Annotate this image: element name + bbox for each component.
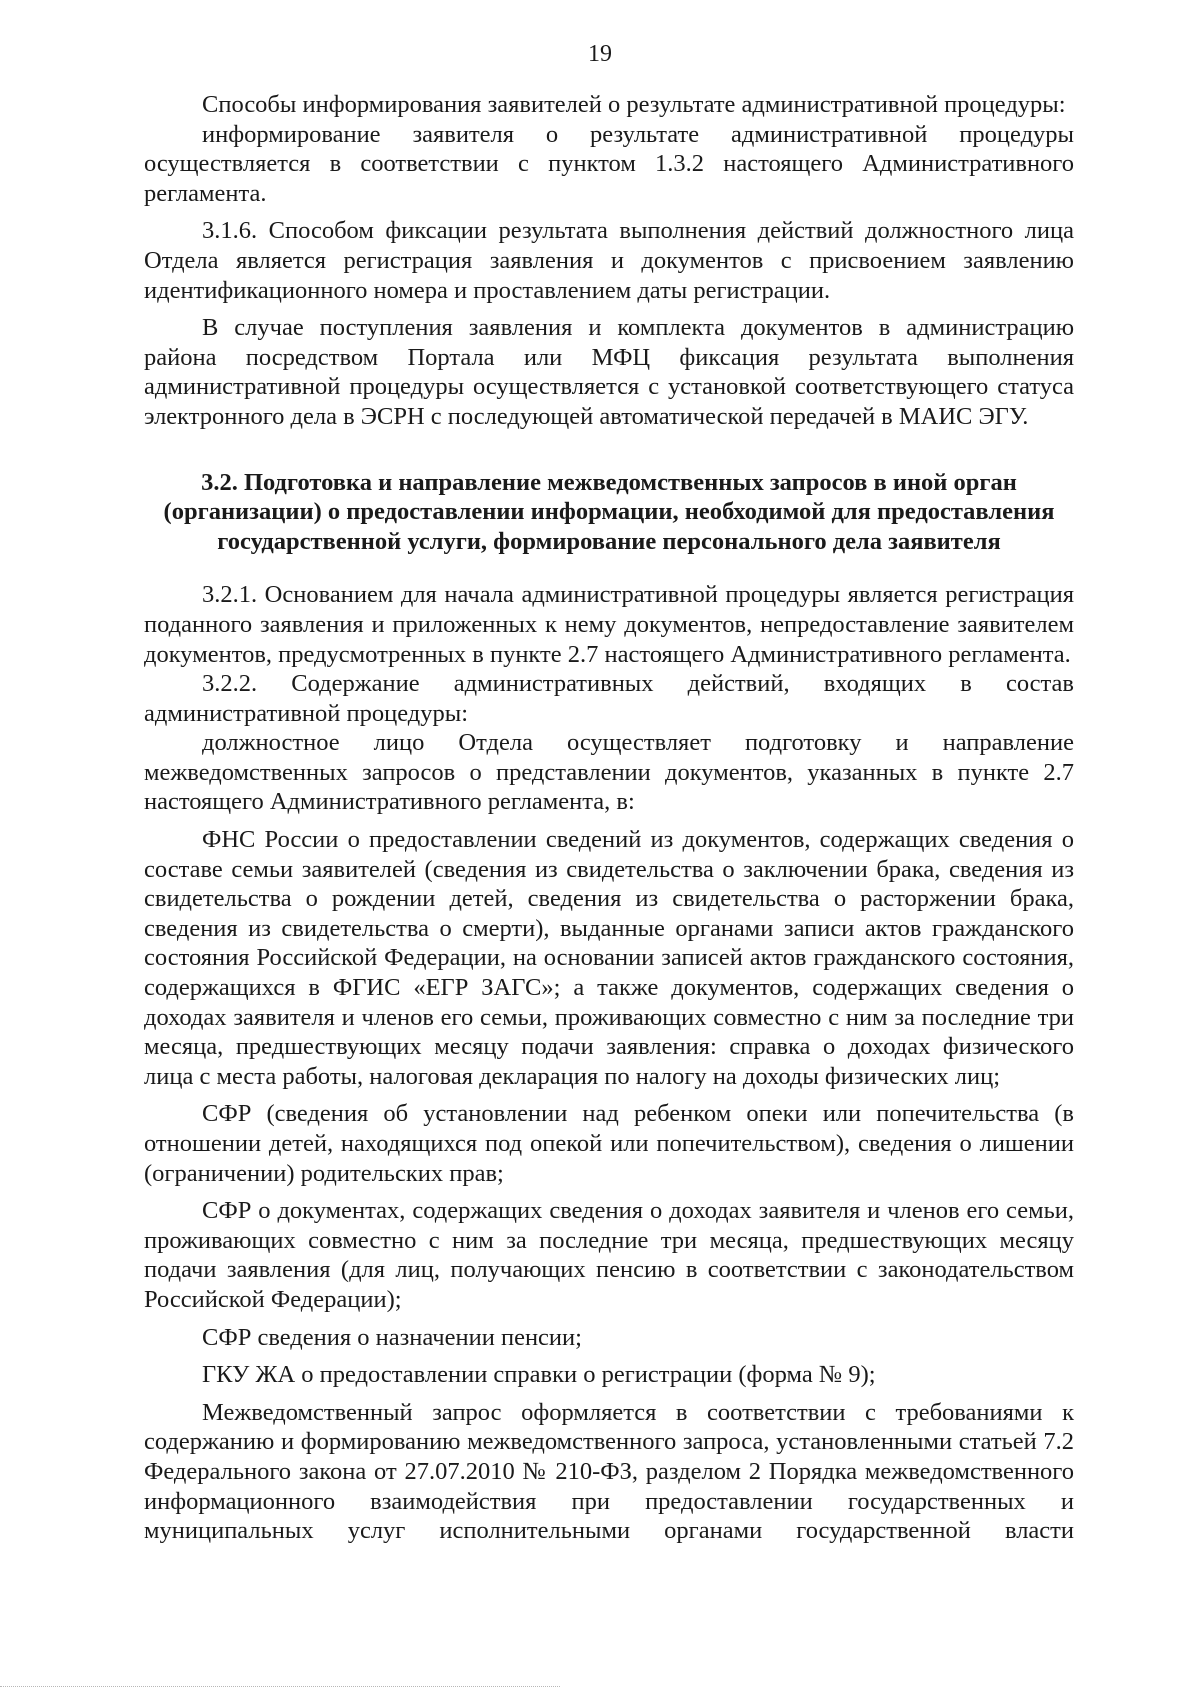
document-body [144, 90, 1074, 1546]
paragraph-sfr-guardianship: СФР (сведения об установлении над ребенком опеки или попечительства (в отношении детей, находящихся под опекой или попечительством), сведения о лишении (ограничении) родительских прав; [144, 1100, 1074, 1187]
paragraph-official-requests: должностное лицо Отдела осуществляет подготовку и направление межведомственных запросов о представлении документов, указанных в пункте 2.7 настоящего Административного регламента, в: [144, 729, 1074, 816]
paragraph-3-2-2: 3.2.2. Содержание административных действий, входящих в состав административной процедуры: [144, 670, 1074, 727]
paragraph-gku-zha: ГКУ ЖА о предоставлении справки о регистрации (форма № 9); [202, 1361, 876, 1389]
scan-edge-line [0, 1686, 560, 1688]
page-number: 19 [588, 41, 612, 67]
section-heading-3-2: 3.2. Подготовка и направление межведомственных запросов в иной орган (организации) о предоставлении информации, необходимой для предоставления государственной услуги, формирование персонального дела заявителя [163, 468, 1055, 555]
paragraph-informing-methods: Способы информирования заявителей о результате административной процедуры: [202, 91, 1066, 118]
paragraph-fns-russia: ФНС России о предоставлении сведений из документов, содержащих сведения о составе семьи заявителей (сведения из свидетельства о заключении брака, сведения из свидетельства о рождении детей, сведения из свидетельства о расторжении брака, сведения из свидетельства о смерти), выданные органами записи актов гражданского состояния Российской Федерации, на основании записей актов гражданского состояния, содержащихся в ФГИС «ЕГР ЗАГС»; а также документов, содержащих сведения о доходах заявителя и членов его семьи, проживающих совместно с ним за последние три месяца, предшествующих месяцу подачи заявления: справка о доходах физического лица с места работы, налоговая декларация по налогу на доходы физических лиц; [144, 826, 1074, 1090]
paragraph-portal-mfc: В случае поступления заявления и комплекта документов в администрацию района посредством Портала или МФЦ фиксация результата выполнения административной процедуры осуществляется с установкой соответствующего статуса электронного дела в ЭСРН с последующей автоматической передачей в МАИС ЭГУ. [144, 314, 1074, 430]
paragraph-3-2-1: 3.2.1. Основанием для начала административной процедуры является регистрация поданного заявления и приложенных к нему документов, непредоставление заявителем документов, предусмотренных в пункте 2.7 настоящего Административного регламента. [144, 581, 1074, 668]
paragraph-sfr-pension: СФР сведения о назначении пенсии; [202, 1323, 582, 1351]
paragraph-informing-result: информирование заявителя о результате административной процедуры осуществляется в соответствии с пунктом 1.3.2 настоящего Административного регламента. [144, 120, 1074, 207]
paragraph-interagency-request: Межведомственный запрос оформляется в соответствии с требованиями к содержанию и формированию межведомственного запроса, установленными статьей 7.2 Федерального закона от 27.07.2010 № 210-ФЗ, разделом 2 Порядка межведомственного информационного взаимодействия при предоставлении государственных и муниципальных услуг исполнительными органами государственной власти [144, 1398, 1074, 1545]
paragraph-sfr-income: СФР о документах, содержащих сведения о доходах заявителя и членов его семьи, проживающих совместно с ним за последние три месяца, предшествующих месяцу подачи заявления (для лиц, получающих пенсию в соответствии с законодательством Российской Федерации); [144, 1197, 1074, 1313]
paragraph-3-1-6: 3.1.6. Способом фиксации результата выполнения действий должностного лица Отдела является регистрация заявления и документов с присвоением заявлению идентификационного номера и проставлением даты регистрации. [144, 217, 1074, 304]
